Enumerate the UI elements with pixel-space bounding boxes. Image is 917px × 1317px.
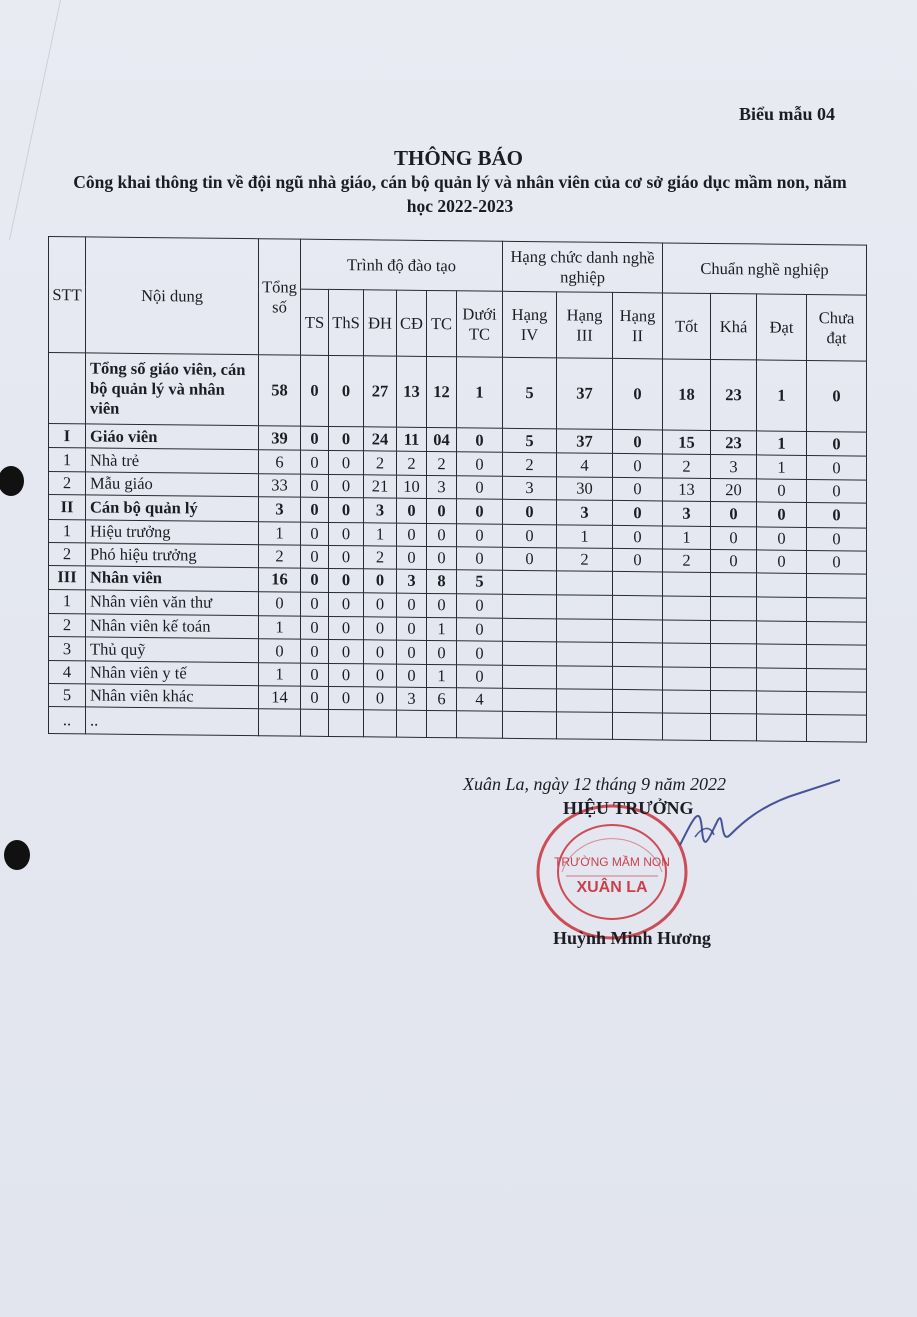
row-value: 6: [259, 450, 301, 474]
row-value: 0: [259, 639, 301, 663]
row-value: 20: [711, 478, 757, 502]
row-value: 0: [301, 616, 329, 640]
row-value: 0: [503, 499, 557, 524]
row-value: [757, 597, 807, 622]
header-stt: STT: [49, 237, 86, 353]
row-value: 0: [613, 548, 663, 572]
subheader-cell: TS: [301, 289, 329, 355]
row-value: 0: [329, 663, 364, 687]
subheader-cell: ĐH: [364, 290, 397, 356]
row-value: [807, 621, 867, 645]
row-value: [557, 594, 613, 619]
row-value: 0: [427, 523, 457, 547]
row-value: 0: [329, 451, 364, 475]
row-value: [613, 713, 663, 740]
row-value: 0: [397, 546, 427, 570]
row-value: [557, 712, 613, 739]
row-label: Nhà trẻ: [86, 448, 259, 473]
row-value: 1: [427, 617, 457, 641]
row-value: 18: [663, 359, 711, 431]
row-value: [364, 710, 397, 737]
header-content: Nội dung: [86, 237, 259, 355]
row-value: [557, 619, 613, 643]
form-number: Biểu mẫu 04: [738, 104, 835, 124]
subheader-cell: ThS: [329, 289, 364, 355]
row-value: [807, 574, 867, 598]
row-value: [457, 711, 503, 738]
row-value: [807, 597, 867, 622]
row-value: 0: [329, 616, 364, 640]
row-value: 0: [457, 428, 503, 453]
row-value: 0: [457, 452, 503, 476]
row-value: 0: [397, 664, 427, 688]
row-value: 2: [364, 451, 397, 475]
row-value: 0: [301, 451, 329, 475]
subheader-cell: Hạng IV: [503, 291, 557, 358]
row-value: 1: [259, 616, 301, 640]
row-value: 1: [757, 431, 807, 456]
row-value: 15: [663, 430, 711, 455]
row-value: [259, 709, 301, 736]
row-value: 24: [364, 427, 397, 452]
row-value: 0: [301, 355, 329, 426]
header-standard: Chuẩn nghề nghiệp: [663, 243, 867, 295]
row-label: Nhân viên khác: [86, 684, 259, 709]
row-value: 39: [259, 426, 301, 451]
row-value: 33: [259, 474, 301, 498]
row-value: 0: [301, 426, 329, 451]
row-value: [613, 690, 663, 714]
row-value: 0: [301, 592, 329, 617]
row-value: 0: [757, 502, 807, 527]
row-stt: 2: [49, 542, 86, 566]
header-total: Tổng số: [259, 239, 301, 355]
row-value: 0: [329, 498, 364, 523]
row-value: 5: [503, 428, 557, 453]
document-title: THÔNG BÁO: [394, 146, 523, 170]
row-label: Phó hiệu trưởng: [86, 543, 259, 568]
row-value: [711, 667, 757, 691]
row-value: [613, 666, 663, 690]
svg-text:TRƯỜNG MẦM NON: TRƯỜNG MẦM NON: [554, 855, 670, 869]
row-value: 37: [557, 358, 613, 430]
row-value: [663, 643, 711, 667]
row-value: 0: [757, 550, 807, 574]
row-stt: 1: [49, 448, 86, 472]
row-value: 2: [663, 454, 711, 478]
row-value: 2: [427, 452, 457, 476]
row-label: Thủ quỹ: [86, 637, 259, 662]
row-stt: I: [49, 424, 86, 449]
row-value: 0: [301, 686, 329, 710]
row-stt: 3: [49, 637, 86, 661]
row-value: 0: [259, 591, 301, 616]
row-value: 13: [663, 478, 711, 502]
row-value: [613, 619, 663, 643]
row-value: 3: [663, 501, 711, 526]
row-value: 3: [364, 498, 397, 523]
row-value: 0: [457, 618, 503, 642]
row-value: [613, 643, 663, 667]
row-value: 0: [613, 430, 663, 455]
row-value: 12: [427, 356, 457, 427]
row-value: 0: [613, 501, 663, 526]
row-label: Nhân viên văn thư: [86, 590, 259, 616]
row-value: 8: [427, 570, 457, 594]
row-value: 0: [457, 499, 503, 524]
row-value: 1: [427, 664, 457, 688]
row-value: 27: [364, 356, 397, 427]
staff-table: [48, 236, 867, 743]
row-value: 0: [301, 545, 329, 569]
row-value: 1: [457, 357, 503, 429]
row-value: 1: [364, 522, 397, 546]
row-value: 1: [663, 526, 711, 550]
row-value: [807, 645, 867, 669]
subheader-cell: Dưới TC: [457, 291, 503, 357]
row-value: 30: [557, 477, 613, 501]
date-line: Xuân La, ngày 12 tháng 9 năm 2022: [463, 774, 726, 794]
row-value: 0: [807, 360, 867, 432]
punch-hole-top: [0, 466, 24, 496]
row-label: Hiệu trưởng: [86, 519, 259, 544]
row-value: 0: [457, 665, 503, 689]
subheader-cell: Chưa đạt: [807, 294, 867, 361]
row-value: 0: [329, 545, 364, 569]
header-training: Trình độ đào tạo: [301, 239, 503, 291]
subheader-cell: TC: [427, 290, 457, 356]
row-label: Nhân viên: [86, 566, 259, 591]
row-stt: II: [49, 495, 86, 520]
row-value: 0: [613, 525, 663, 549]
row-value: 58: [259, 355, 301, 427]
row-label: ..: [86, 707, 259, 735]
row-label: Nhân viên y tế: [86, 661, 259, 686]
row-value: 0: [329, 522, 364, 546]
row-value: 23: [711, 359, 757, 431]
row-value: 1: [259, 662, 301, 686]
row-value: 0: [457, 641, 503, 665]
row-value: 3: [427, 475, 457, 499]
subheader-cell: Hạng III: [557, 292, 613, 359]
row-value: 0: [427, 499, 457, 524]
row-label: Tổng số giáo viên, cán bộ quản lý và nhân viên: [86, 353, 259, 426]
row-value: 0: [301, 640, 329, 664]
row-label: Giáo viên: [86, 424, 259, 450]
row-value: [557, 689, 613, 713]
subheader-cell: Khá: [711, 293, 757, 359]
row-value: [663, 713, 711, 740]
row-value: 1: [757, 360, 807, 432]
row-value: 2: [503, 453, 557, 477]
row-value: [503, 688, 557, 712]
document-subtitle: Công khai thông tin về đội ngũ nhà giáo, cán bộ quản lý và nhân viên của cơ sở giáo dục mầm non, năm học 2022-2023: [73, 172, 847, 216]
row-value: [503, 665, 557, 689]
row-value: 0: [364, 664, 397, 688]
row-value: 4: [557, 453, 613, 477]
table-row: [49, 353, 867, 433]
row-value: 0: [329, 640, 364, 664]
row-value: [757, 714, 807, 741]
row-value: 0: [397, 523, 427, 547]
row-value: 0: [457, 523, 503, 547]
row-value: 21: [364, 475, 397, 499]
row-stt: [49, 353, 86, 424]
table-body: [49, 353, 867, 743]
row-value: [397, 711, 427, 738]
row-value: 0: [364, 592, 397, 617]
row-value: 0: [757, 479, 807, 503]
row-value: 0: [503, 547, 557, 571]
row-value: [757, 644, 807, 668]
row-value: 04: [427, 428, 457, 453]
row-stt: ..: [49, 707, 86, 734]
row-value: [711, 596, 757, 621]
row-value: [329, 710, 364, 737]
row-label: Nhân viên kế toán: [86, 614, 259, 639]
row-value: 3: [711, 455, 757, 479]
row-value: 0: [807, 550, 867, 574]
row-stt: 5: [49, 684, 86, 708]
row-value: [557, 642, 613, 666]
row-value: 0: [757, 526, 807, 550]
row-value: [557, 571, 613, 595]
row-value: 14: [259, 686, 301, 710]
row-value: [757, 691, 807, 715]
row-value: 11: [397, 427, 427, 452]
row-stt: III: [49, 566, 86, 590]
row-value: 0: [807, 527, 867, 551]
row-value: [711, 620, 757, 644]
row-value: 0: [427, 546, 457, 570]
row-value: 0: [427, 593, 457, 618]
row-value: 0: [711, 502, 757, 527]
row-stt: 1: [49, 519, 86, 543]
row-value: 0: [397, 617, 427, 641]
row-value: 23: [711, 431, 757, 456]
row-value: [663, 690, 711, 714]
row-value: 0: [364, 687, 397, 711]
row-value: [427, 711, 457, 738]
row-stt: 1: [49, 589, 86, 614]
row-value: 3: [397, 687, 427, 711]
row-value: [663, 667, 711, 691]
row-value: 0: [807, 432, 867, 457]
row-value: 2: [557, 548, 613, 572]
row-value: 0: [503, 524, 557, 548]
row-value: [503, 618, 557, 642]
row-value: [711, 691, 757, 715]
row-value: [757, 573, 807, 597]
row-value: 0: [364, 640, 397, 664]
row-value: [711, 714, 757, 741]
row-value: 0: [711, 549, 757, 573]
row-value: 3: [503, 476, 557, 500]
row-value: 0: [329, 474, 364, 498]
row-value: 0: [329, 355, 364, 426]
row-value: 0: [457, 593, 503, 618]
row-value: 16: [259, 568, 301, 592]
row-value: 3: [259, 497, 301, 522]
row-value: [663, 596, 711, 621]
row-value: 13: [397, 356, 427, 427]
row-value: 0: [329, 687, 364, 711]
subheader-cell: Tốt: [663, 293, 711, 360]
row-value: 0: [397, 593, 427, 618]
row-value: 0: [397, 641, 427, 665]
row-value: [503, 571, 557, 595]
row-value: 0: [364, 617, 397, 641]
row-value: 0: [301, 568, 329, 592]
row-value: [807, 692, 867, 716]
row-value: 0: [807, 479, 867, 503]
row-value: 0: [301, 663, 329, 687]
row-value: [757, 668, 807, 692]
row-value: 0: [807, 503, 867, 528]
row-value: [711, 573, 757, 597]
row-value: [757, 621, 807, 645]
row-value: [557, 666, 613, 690]
row-value: 0: [329, 427, 364, 452]
subheader-cell: Đạt: [757, 294, 807, 361]
row-value: [807, 668, 867, 692]
row-value: 2: [364, 546, 397, 570]
punch-hole-bottom: [4, 840, 30, 870]
paper-fold: [0, 0, 61, 240]
row-value: 5: [503, 357, 557, 429]
row-value: [503, 712, 557, 739]
row-value: 0: [427, 641, 457, 665]
row-value: 4: [457, 688, 503, 712]
row-value: 0: [807, 456, 867, 480]
row-value: 0: [329, 592, 364, 617]
row-value: 0: [364, 569, 397, 593]
row-value: [807, 715, 867, 742]
row-value: [663, 572, 711, 596]
row-value: 37: [557, 429, 613, 454]
signer-name: Huỳnh Minh Hương: [553, 928, 711, 948]
subheader-cell: CĐ: [397, 290, 427, 356]
row-value: 0: [457, 547, 503, 571]
row-value: [503, 642, 557, 666]
subheader-cell: Hạng II: [613, 292, 663, 359]
row-label: Mẫu giáo: [86, 472, 259, 497]
header-rank: Hạng chức danh nghề nghiệp: [503, 241, 663, 293]
row-value: 0: [301, 474, 329, 498]
row-value: [613, 572, 663, 596]
row-value: 2: [259, 545, 301, 569]
row-value: 3: [397, 569, 427, 593]
row-value: 0: [457, 476, 503, 500]
row-value: 0: [711, 526, 757, 550]
row-value: [663, 620, 711, 644]
row-value: 1: [757, 455, 807, 479]
row-stt: 2: [49, 471, 86, 495]
row-value: 0: [613, 477, 663, 501]
row-stt: 2: [49, 614, 86, 638]
row-value: 10: [397, 475, 427, 499]
row-value: [503, 594, 557, 619]
row-value: 0: [301, 497, 329, 522]
row-value: [613, 595, 663, 620]
row-value: 0: [397, 498, 427, 523]
row-value: 0: [613, 454, 663, 478]
row-stt: 4: [49, 660, 86, 684]
row-value: 3: [557, 500, 613, 525]
row-value: [301, 710, 329, 737]
row-value: 1: [557, 524, 613, 548]
row-value: 5: [457, 570, 503, 594]
svg-text:XUÂN LA: XUÂN LA: [576, 879, 648, 896]
row-value: 0: [613, 358, 663, 430]
signer-title: HIỆU TRƯỞNG: [563, 798, 694, 818]
row-value: 0: [329, 569, 364, 593]
row-value: 0: [301, 522, 329, 546]
row-value: 1: [259, 521, 301, 545]
row-value: 2: [663, 549, 711, 573]
row-label: Cán bộ quản lý: [86, 495, 259, 521]
row-value: [711, 644, 757, 668]
row-value: 6: [427, 688, 457, 712]
handwritten-signature: [640, 775, 840, 875]
row-value: 2: [397, 452, 427, 476]
